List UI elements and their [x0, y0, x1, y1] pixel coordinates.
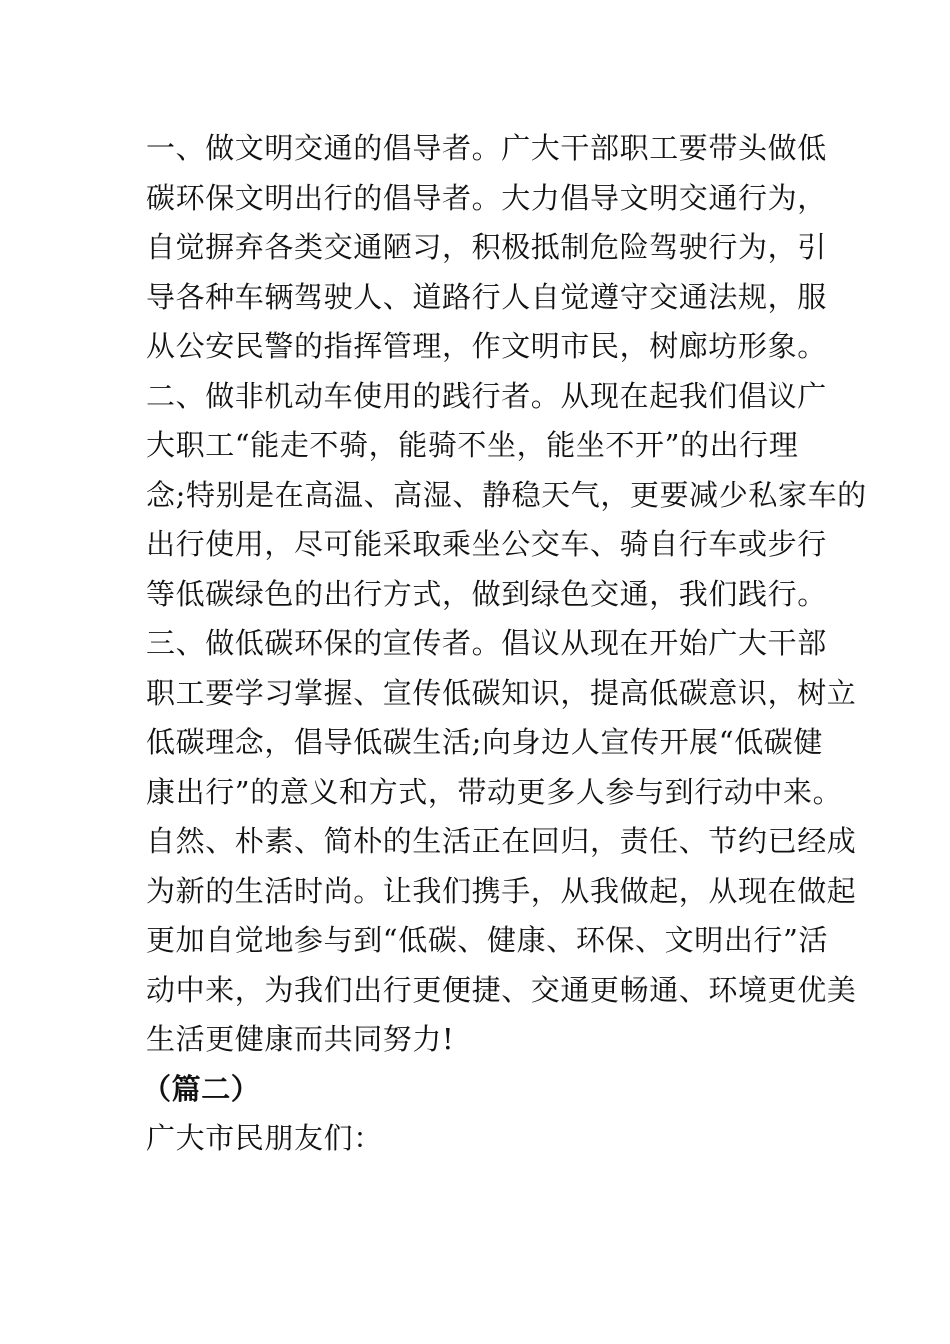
salutation: 广大市民朋友们： — [146, 1121, 383, 1155]
paragraph-line: 一、做文明交通的倡导者。广大干部职工要带头做低 — [146, 131, 827, 165]
paragraph-line: 动中来，为我们出行更便捷、交通更畅通、环境更优美 — [146, 972, 857, 1007]
paragraph-line: 二、做非机动车使用的践行者。从现在起我们倡议广 — [146, 378, 827, 413]
paragraph-line: 自然、朴素、简朴的生活正在回归，责任、节约已经成 — [146, 824, 857, 858]
paragraph-line: 导各种车辆驾驶人、道路行人自觉遵守交通法规，服 — [146, 279, 827, 314]
paragraph-line: 为新的生活时尚。让我们携手，从我做起，从现在做起 — [146, 873, 857, 908]
paragraph-line: 自觉摒弃各类交通陋习，积极抵制危险驾驶行为，引 — [146, 230, 827, 264]
paragraph-line: 碳环保文明出行的倡导者。大力倡导文明交通行为， — [146, 180, 827, 215]
paragraph-line: 出行使用，尽可能采取乘坐公交车、骑自行车或步行 — [146, 527, 827, 561]
paragraph-line: 低碳理念，倡导低碳生活;向身边人宣传开展“低碳健 — [146, 725, 823, 759]
paragraph-line: 职工要学习掌握、宣传低碳知识，提高低碳意识，树立 — [146, 675, 857, 710]
paragraph-line: 念;特别是在高温、高湿、静稳天气，更要减少私家车的 — [146, 477, 867, 512]
paragraph-line: 康出行”的意义和方式，带动更多人参与到行动中来。 — [146, 774, 843, 809]
paragraph-line: 生活更健康而共同努力! — [146, 1022, 455, 1056]
paragraph-line: 从公安民警的指挥管理，作文明市民，树廊坊形象。 — [146, 329, 827, 363]
paragraph-line: 三、做低碳环保的宣传者。倡议从现在开始广大干部 — [146, 626, 827, 660]
paragraph-line: 等低碳绿色的出行方式，做到绿色交通，我们践行。 — [146, 576, 827, 611]
document-body — [142, 124, 867, 1164]
section-heading: （篇二） — [142, 1071, 261, 1106]
paragraph-line: 更加自觉地参与到“低碳、健康、环保、文明出行”活 — [146, 923, 829, 957]
paragraph-line: 大职工“能走不骑，能骑不坐，能坐不开”的出行理 — [146, 428, 799, 462]
